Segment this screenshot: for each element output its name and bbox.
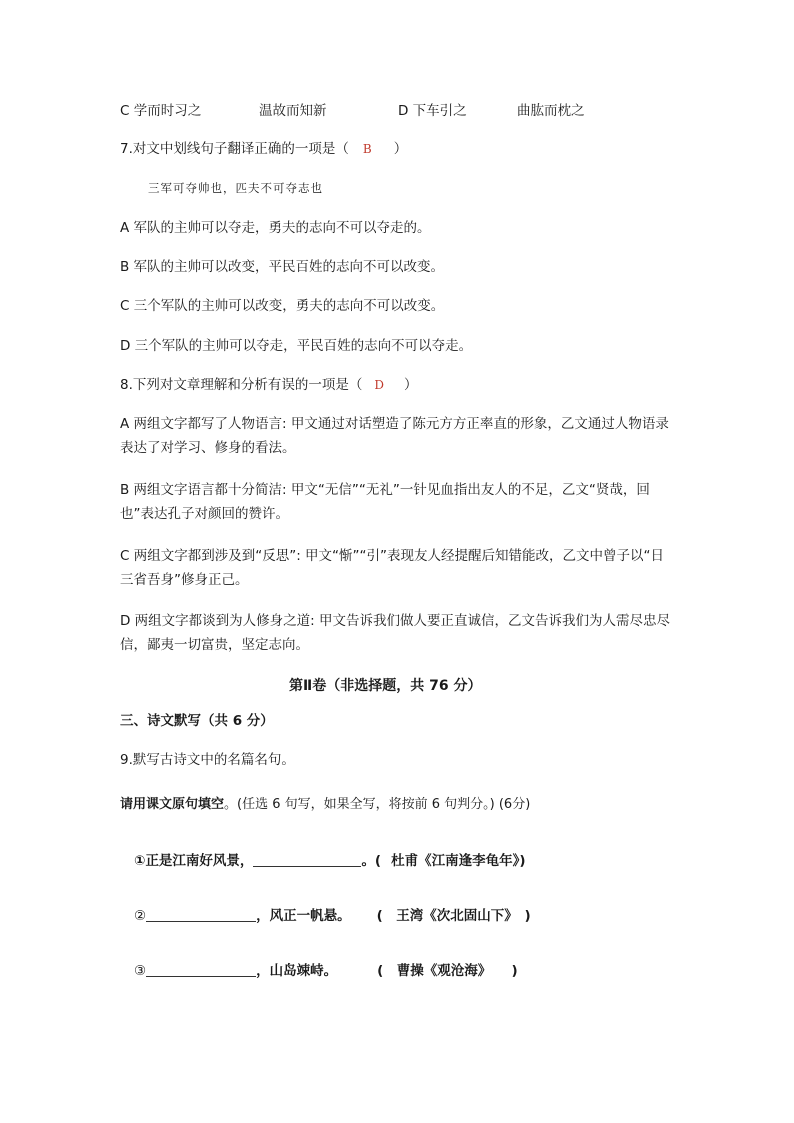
- q8-option-a: A 两组文字都写了人物语言: 甲文通过对话塑造了陈元方方正率直的形象，乙文通过人物语录表达了对学习、修身的看法。: [120, 416, 669, 456]
- q7-option-a: A 军队的主帅可以夺走，勇夫的志向不可以夺走的。: [120, 220, 431, 236]
- option-row-cd: [120, 101, 201, 121]
- answer-blank-1[interactable]: [253, 852, 361, 867]
- answer-8: D: [374, 378, 385, 392]
- answer-7: B: [362, 142, 372, 156]
- answer-blank-3[interactable]: [146, 962, 256, 977]
- question-7-stem: 7.对文中划线句子翻译正确的一项是（ B ）: [120, 141, 408, 157]
- q8-option-b: B 两组文字语言都十分简洁: 甲文“无信”“无礼”一针见血指出友人的不足，乙文“贤哉，回也”表达孔子对颜回的赞许。: [120, 482, 650, 522]
- question-9-instruction: 请用课文原句填空。(任选 6 句写，如果全写，将按前 6 句判分。) (6分): [120, 797, 531, 812]
- option-d-pair: 曲肱而枕之: [517, 103, 585, 119]
- option-c: C 学而时习之: [120, 103, 202, 119]
- question-9-stem: 9.默写古诗文中的名篇名句。: [120, 752, 295, 768]
- question-8-stem: 8.下列对文章理解和分析有误的一项是（ D ）: [120, 377, 418, 393]
- q8-option-d: D 两组文字都谈到为人修身之道: 甲文告诉我们做人要正直诚信，乙文告诉我们为人需尽忠尽信，鄙夷一切富贵，坚定志向。: [120, 613, 671, 653]
- fill-item-1: ①正是江南好风景， 。( 杜甫《江南逢李龟年》): [134, 853, 526, 869]
- section-2-title: 第Ⅱ卷（非选择题，共 76 分）: [289, 678, 482, 694]
- answer-blank-2[interactable]: [146, 907, 256, 922]
- q8-option-c: C 两组文字都到涉及到“反思”: 甲文“惭”“引”表现友人经提醒后知错能改，乙文中曾子以“日三省吾身”修身正己。: [120, 548, 665, 588]
- option-d: D 下车引之: [398, 103, 467, 119]
- quoted-sentence: 三军可夺帅也，匹夫不可夺志也: [148, 181, 323, 195]
- fill-item-3: ③ ，山岛竦峙。 ( 曹操《观沧海》 ): [134, 963, 518, 979]
- q7-option-b: B 军队的主帅可以改变，平民百姓的志向不可以改变。: [120, 259, 445, 275]
- option-c-pair: 温故而知新: [259, 103, 327, 119]
- q7-option-c: C 三个军队的主帅可以改变，勇夫的志向不可以改变。: [120, 298, 445, 314]
- fill-item-2: ② ，风正一帆悬。 ( 王湾《次北固山下》 ): [134, 908, 531, 924]
- q7-option-d: D 三个军队的主帅可以夺走，平民百姓的志向不可以夺走。: [120, 338, 473, 354]
- part-3-title: 三、诗文默写（共 6 分）: [120, 713, 274, 729]
